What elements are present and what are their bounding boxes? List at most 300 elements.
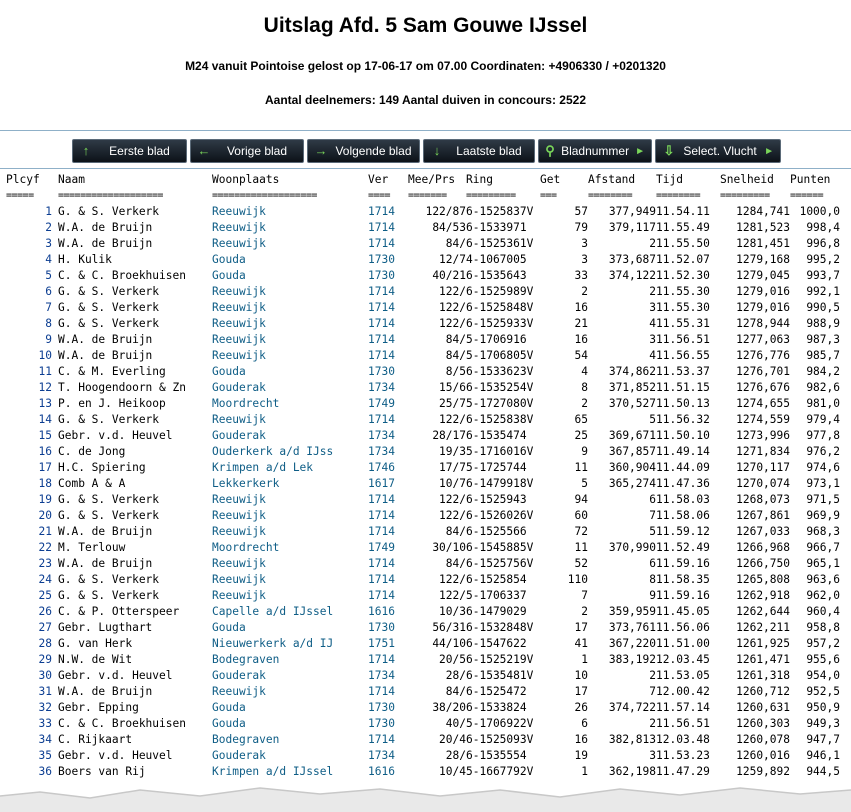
cell-place[interactable]: 23: [38, 557, 52, 570]
cell-name: G. & S. Verkerk: [58, 573, 160, 586]
cell-time: 11.45.05: [656, 605, 710, 618]
cell-points: 957,2: [806, 637, 840, 650]
cell-entries: 30/10: [432, 541, 466, 554]
cell-city[interactable]: Reeuwijk: [212, 413, 266, 426]
header-row: [6, 172, 840, 188]
cell-time: 11.54.11: [656, 205, 710, 218]
cell-ring: 6-1479029: [466, 605, 527, 618]
cell-distance: 367,857: [608, 445, 656, 458]
cell-club[interactable]: 1617: [368, 477, 395, 490]
cell-place[interactable]: 7: [45, 301, 52, 314]
cell-points: 965,1: [806, 557, 840, 570]
cell-time: 11.52.49: [656, 541, 710, 554]
cell-distance: 2: [649, 717, 656, 730]
cell-name: Gebr. v.d. Heuvel: [58, 669, 173, 682]
cell-club[interactable]: 1734: [368, 381, 395, 394]
cell-city[interactable]: Reeuwijk: [212, 237, 266, 250]
cell-speed: 1260,712: [736, 685, 790, 698]
cell-name: C. Rijkaart: [58, 733, 133, 746]
cell-ring: 5-1706805V: [466, 349, 534, 362]
cell-city[interactable]: Reeuwijk: [212, 589, 266, 602]
table-row: [6, 220, 840, 236]
left-arrow-icon: ←: [197, 143, 211, 158]
cell-entries: 8/5: [445, 365, 466, 378]
cell-points: 960,4: [806, 605, 840, 618]
underline: ========: [588, 190, 633, 201]
table-row: [6, 620, 840, 636]
cell-speed: 1262,644: [736, 605, 790, 618]
cell-ring: 5-1716016V: [466, 445, 534, 458]
underline: =======: [408, 190, 447, 201]
cell-get: 6: [581, 717, 588, 730]
cell-city[interactable]: Reeuwijk: [212, 509, 266, 522]
cell-place[interactable]: 32: [38, 701, 52, 714]
cell-city[interactable]: Reeuwijk: [212, 349, 266, 362]
cell-city[interactable]: Gouderak: [212, 669, 266, 682]
cell-place[interactable]: 15: [38, 429, 52, 442]
magnifier-icon: ⚲: [545, 143, 555, 158]
table-row: [6, 252, 840, 268]
cell-entries: 122/87: [425, 205, 466, 218]
cell-distance: 6: [649, 493, 656, 506]
cell-speed: 1276,701: [736, 365, 790, 378]
cell-city[interactable]: Gouda: [212, 365, 246, 378]
cell-club[interactable]: 1714: [368, 205, 395, 218]
cell-entries: 44/10: [432, 637, 466, 650]
cell-ring: 4-1067005: [466, 253, 527, 266]
cell-city[interactable]: Reeuwijk: [212, 573, 266, 586]
cell-time: 11.56.06: [656, 621, 710, 634]
cell-club[interactable]: 1714: [368, 285, 395, 298]
cell-distance: 2: [649, 669, 656, 682]
cell-points: 993,7: [806, 269, 840, 282]
cell-club[interactable]: 1616: [368, 605, 395, 618]
cell-place[interactable]: 30: [38, 669, 52, 682]
cell-club[interactable]: 1714: [368, 573, 395, 586]
cell-ring: 5-1706337: [466, 589, 527, 602]
cell-name: Comb A & A: [58, 477, 126, 490]
cell-time: 11.49.14: [656, 445, 710, 458]
cell-get: 5: [581, 477, 588, 490]
cell-place[interactable]: 18: [38, 477, 52, 490]
cell-club[interactable]: 1714: [368, 301, 395, 314]
cell-distance: 362,198: [608, 765, 656, 778]
cell-city[interactable]: Reeuwijk: [212, 525, 266, 538]
cell-name: G. & S. Verkerk: [58, 205, 160, 218]
cell-place[interactable]: 31: [38, 685, 52, 698]
cell-points: 969,9: [806, 509, 840, 522]
right-arrow-icon: →: [314, 143, 328, 158]
cell-club[interactable]: 1714: [368, 221, 395, 234]
cell-place[interactable]: 2: [45, 221, 52, 234]
cell-entries: 84/: [445, 557, 466, 570]
cell-city[interactable]: Moordrecht: [212, 541, 280, 554]
col-header-entries: Mee/Prs: [408, 173, 456, 186]
cell-city[interactable]: Gouda: [212, 621, 246, 634]
cell-place[interactable]: 5: [45, 269, 52, 282]
cell-city[interactable]: Reeuwijk: [212, 685, 266, 698]
cell-club[interactable]: 1730: [368, 365, 395, 378]
cell-city[interactable]: Krimpen a/d Lek: [212, 461, 314, 474]
cell-place[interactable]: 3: [45, 237, 52, 250]
cell-city[interactable]: Lekkerkerk: [212, 477, 280, 490]
col-header-time: Tijd: [656, 173, 683, 186]
cell-points: 982,6: [806, 381, 840, 394]
divider-top: [0, 130, 851, 131]
cell-city[interactable]: Gouda: [212, 269, 246, 282]
previous-page-label: Vorige blad: [226, 144, 288, 158]
cell-place[interactable]: 9: [45, 333, 52, 346]
table-row: [6, 508, 840, 524]
cell-place[interactable]: 33: [38, 717, 52, 730]
cell-name: G. & S. Verkerk: [58, 509, 160, 522]
cell-distance: 374,122: [608, 269, 656, 282]
cell-club[interactable]: 1714: [368, 525, 395, 538]
cell-city[interactable]: Reeuwijk: [212, 221, 266, 234]
cell-time: 11.44.09: [656, 461, 710, 474]
cell-name: Gebr. Lugthart: [58, 621, 153, 634]
cell-club[interactable]: 1734: [368, 445, 395, 458]
cell-city[interactable]: Gouderak: [212, 429, 266, 442]
cell-club[interactable]: 1714: [368, 237, 395, 250]
cell-place[interactable]: 8: [45, 317, 52, 330]
cell-entries: 122/: [439, 285, 466, 298]
cell-get: 41: [574, 637, 588, 650]
cell-name: W.A. de Bruijn: [58, 237, 153, 250]
cell-distance: 360,904: [608, 461, 656, 474]
cell-city[interactable]: Reeuwijk: [212, 205, 266, 218]
cell-club[interactable]: 1714: [368, 589, 395, 602]
cell-points: 985,7: [806, 349, 840, 362]
cell-ring: 6-1525361V: [466, 237, 534, 250]
cell-club[interactable]: 1749: [368, 541, 395, 554]
cell-time: 11.53.37: [656, 365, 710, 378]
cell-place[interactable]: 27: [38, 621, 52, 634]
cell-entries: 84/53: [432, 221, 466, 234]
cell-time: 11.53.05: [656, 669, 710, 682]
cell-city[interactable]: Bodegraven: [212, 653, 280, 666]
cell-time: 11.50.10: [656, 429, 710, 442]
cell-time: 11.56.55: [656, 349, 710, 362]
cell-ring: 6-1525838V: [466, 413, 534, 426]
cell-entries: 19/3: [439, 445, 466, 458]
cell-points: 968,3: [806, 525, 840, 538]
cell-ring: 5-1667792V: [466, 765, 534, 778]
cell-place[interactable]: 12: [38, 381, 52, 394]
cell-club[interactable]: 1730: [368, 717, 395, 730]
table-row: [6, 332, 840, 348]
cell-place[interactable]: 28: [38, 637, 52, 650]
cell-name: H. Kulik: [58, 253, 112, 266]
cell-name: W.A. de Bruijn: [58, 221, 153, 234]
cell-time: 11.56.51: [656, 717, 710, 730]
cell-club[interactable]: 1746: [368, 461, 395, 474]
cell-get: 2: [581, 397, 588, 410]
cell-place[interactable]: 22: [38, 541, 52, 554]
cell-city[interactable]: Reeuwijk: [212, 557, 266, 570]
cell-city[interactable]: Ouderkerk a/d IJss: [212, 445, 334, 458]
cell-get: 26: [574, 701, 588, 714]
cell-time: 11.58.06: [656, 509, 710, 522]
cell-place[interactable]: 16: [38, 445, 52, 458]
cell-ring: 6-1545885V: [466, 541, 534, 554]
cell-city[interactable]: Moordrecht: [212, 397, 280, 410]
cell-speed: 1267,033: [736, 525, 790, 538]
next-page-label: Volgende blad: [335, 144, 412, 158]
cell-time: 11.55.31: [656, 317, 710, 330]
underline: ===================: [212, 190, 317, 201]
cell-ring: 6-1532848V: [466, 621, 534, 634]
cell-get: 2: [581, 285, 588, 298]
cell-place[interactable]: 35: [38, 749, 52, 762]
cell-name: M. Terlouw: [58, 541, 126, 554]
cell-city[interactable]: Reeuwijk: [212, 317, 266, 330]
first-page-button[interactable]: [72, 139, 187, 163]
cell-city[interactable]: Reeuwijk: [212, 285, 266, 298]
page-number-button[interactable]: [538, 139, 652, 163]
cell-place[interactable]: 29: [38, 653, 52, 666]
cell-get: 1: [581, 765, 588, 778]
cell-distance: 373,761: [608, 621, 656, 634]
table-row: [6, 460, 840, 476]
cell-club[interactable]: 1734: [368, 749, 395, 762]
table-row: [6, 364, 840, 380]
underline: ===================: [58, 190, 163, 201]
cell-place[interactable]: 20: [38, 509, 52, 522]
cell-get: 16: [574, 733, 588, 746]
cell-points: 966,7: [806, 541, 840, 554]
cell-get: 33: [574, 269, 588, 282]
cell-place[interactable]: 34: [38, 733, 52, 746]
cell-distance: 383,192: [608, 653, 656, 666]
cell-place[interactable]: 13: [38, 397, 52, 410]
next-page-button[interactable]: [307, 139, 420, 163]
cell-points: 988,9: [806, 317, 840, 330]
cell-speed: 1261,471: [736, 653, 790, 666]
cell-ring: 6-1525854: [466, 573, 527, 586]
cell-get: 21: [574, 317, 588, 330]
col-header-speed: Snelheid: [720, 173, 774, 186]
cell-ring: 6-1533824: [466, 701, 527, 714]
cell-get: 16: [574, 301, 588, 314]
cell-place[interactable]: 25: [38, 589, 52, 602]
cell-time: 11.52.07: [656, 253, 710, 266]
cell-entries: 122/: [439, 573, 466, 586]
cell-club[interactable]: 1714: [368, 653, 395, 666]
table-row: [6, 588, 840, 604]
cell-ring: 6-1525837V: [466, 205, 534, 218]
cell-club[interactable]: 1714: [368, 317, 395, 330]
cell-get: 11: [574, 461, 588, 474]
cell-points: 992,1: [806, 285, 840, 298]
cell-entries: 122/: [439, 589, 466, 602]
cell-distance: 359,959: [608, 605, 656, 618]
cell-club[interactable]: 1714: [368, 349, 395, 362]
cell-club[interactable]: 1714: [368, 685, 395, 698]
cell-speed: 1266,750: [736, 557, 790, 570]
cell-ring: 5-1727080V: [466, 397, 534, 410]
cell-points: 971,5: [806, 493, 840, 506]
cell-name: Gebr. Epping: [58, 701, 139, 714]
last-page-button[interactable]: [423, 139, 535, 163]
cell-distance: 5: [649, 525, 656, 538]
cell-get: 79: [574, 221, 588, 234]
cell-speed: 1259,892: [736, 765, 790, 778]
cell-get: 17: [574, 621, 588, 634]
table-row: [6, 300, 840, 316]
cell-ring: 6-1525093V: [466, 733, 534, 746]
cell-get: 94: [574, 493, 588, 506]
cell-points: 977,8: [806, 429, 840, 442]
cell-distance: 374,722: [608, 701, 656, 714]
cell-distance: 4: [649, 349, 656, 362]
cell-club[interactable]: 1749: [368, 397, 395, 410]
cell-get: 110: [567, 573, 588, 586]
underline: =========: [466, 190, 516, 201]
cell-name: C. & P. Otterspeer: [58, 605, 180, 618]
cell-time: 11.55.30: [656, 285, 710, 298]
cell-club[interactable]: 1734: [368, 669, 395, 682]
cell-club[interactable]: 1714: [368, 493, 395, 506]
cell-get: 1: [581, 653, 588, 666]
cell-place[interactable]: 6: [45, 285, 52, 298]
cell-city[interactable]: Gouderak: [212, 381, 266, 394]
cell-place[interactable]: 26: [38, 605, 52, 618]
cell-place[interactable]: 14: [38, 413, 52, 426]
cell-distance: 379,117: [608, 221, 656, 234]
cell-club[interactable]: 1714: [368, 509, 395, 522]
cell-entries: 40/21: [432, 269, 466, 282]
cell-entries: 84/: [445, 685, 466, 698]
cell-ring: 5-1725744: [466, 461, 527, 474]
table-row: [6, 284, 840, 300]
cell-city[interactable]: Reeuwijk: [212, 333, 266, 346]
cell-points: 947,7: [806, 733, 840, 746]
cell-speed: 1281,523: [736, 221, 790, 234]
select-flight-button[interactable]: [655, 139, 781, 163]
cell-distance: 369,671: [608, 429, 656, 442]
cell-place[interactable]: 21: [38, 525, 52, 538]
cell-city[interactable]: Nieuwerkerk a/d IJ: [212, 637, 334, 650]
cell-get: 72: [574, 525, 588, 538]
cell-get: 2: [581, 605, 588, 618]
cell-points: 958,8: [806, 621, 840, 634]
cell-get: 3: [581, 253, 588, 266]
cell-entries: 84/: [445, 349, 466, 362]
table-row: [6, 476, 840, 492]
cell-speed: 1276,676: [736, 381, 790, 394]
participant-counts: Aantal deelnemers: 149 Aantal duiven in concours: 2522: [265, 93, 586, 107]
cell-club[interactable]: 1751: [368, 637, 395, 650]
cell-distance: 7: [649, 685, 656, 698]
cell-place[interactable]: 24: [38, 573, 52, 586]
cell-name: G. & S. Verkerk: [58, 285, 160, 298]
cell-place[interactable]: 19: [38, 493, 52, 506]
cell-distance: 365,274: [608, 477, 656, 490]
table-row: [6, 316, 840, 332]
cell-club[interactable]: 1714: [368, 557, 395, 570]
cell-city[interactable]: Gouda: [212, 717, 246, 730]
cell-speed: 1271,834: [736, 445, 790, 458]
cell-name: C. & M. Everling: [58, 365, 166, 378]
cell-place[interactable]: 1: [45, 205, 52, 218]
cell-speed: 1277,063: [736, 333, 790, 346]
cell-time: 11.51.15: [656, 381, 710, 394]
cell-points: 974,6: [806, 461, 840, 474]
underline: =========: [720, 190, 770, 201]
cell-time: 11.57.14: [656, 701, 710, 714]
cell-city[interactable]: Reeuwijk: [212, 493, 266, 506]
table-row: [6, 396, 840, 412]
cell-time: 11.47.29: [656, 765, 710, 778]
cell-name: W.A. de Bruijn: [58, 525, 153, 538]
cell-city[interactable]: Gouderak: [212, 749, 266, 762]
table-row: [6, 412, 840, 428]
cell-club[interactable]: 1730: [368, 621, 395, 634]
cell-club[interactable]: 1730: [368, 701, 395, 714]
table-row: [6, 348, 840, 364]
cell-city[interactable]: Bodegraven: [212, 733, 280, 746]
header-underline-row: [6, 188, 840, 204]
last-page-label: Laatste blad: [456, 144, 522, 158]
cell-entries: 20/4: [439, 733, 466, 746]
cell-time: 11.56.51: [656, 333, 710, 346]
cell-get: 52: [574, 557, 588, 570]
cell-city[interactable]: Krimpen a/d IJssel: [212, 765, 334, 778]
cell-place[interactable]: 36: [38, 765, 52, 778]
cell-get: 54: [574, 349, 588, 362]
cell-place[interactable]: 4: [45, 253, 52, 266]
cell-time: 12.03.48: [656, 733, 710, 746]
cell-club[interactable]: 1616: [368, 765, 395, 778]
cell-club[interactable]: 1730: [368, 253, 395, 266]
cell-distance: 373,687: [608, 253, 656, 266]
cell-speed: 1260,631: [736, 701, 790, 714]
cell-club[interactable]: 1730: [368, 269, 395, 282]
cell-speed: 1260,078: [736, 733, 790, 746]
cell-name: W.A. de Bruijn: [58, 557, 153, 570]
cell-points: 996,8: [806, 237, 840, 250]
cell-city[interactable]: Capelle a/d IJssel: [212, 605, 334, 618]
table-row: [6, 492, 840, 508]
cell-club[interactable]: 1714: [368, 413, 395, 426]
cell-time: 11.55.49: [656, 221, 710, 234]
cell-ring: 6-1525219V: [466, 653, 534, 666]
cell-speed: 1262,211: [736, 621, 790, 634]
cell-city[interactable]: Gouda: [212, 701, 246, 714]
cell-club[interactable]: 1714: [368, 333, 395, 346]
cell-ring: 6-1525848V: [466, 301, 534, 314]
cell-city[interactable]: Gouda: [212, 253, 246, 266]
underline: ===: [540, 190, 557, 201]
table-row: [6, 636, 840, 652]
cell-place[interactable]: 11: [38, 365, 52, 378]
cell-ring: 6-1535554: [466, 749, 527, 762]
cell-name: Gebr. v.d. Heuvel: [58, 429, 173, 442]
cell-place[interactable]: 17: [38, 461, 52, 474]
cell-club[interactable]: 1734: [368, 429, 395, 442]
cell-name: G. & S. Verkerk: [58, 301, 160, 314]
cell-points: 944,5: [806, 765, 840, 778]
cell-ring: 6-1525566: [466, 525, 527, 538]
cell-time: 11.59.16: [656, 557, 710, 570]
cell-speed: 1261,925: [736, 637, 790, 650]
cell-city[interactable]: Reeuwijk: [212, 301, 266, 314]
cell-speed: 1276,776: [736, 349, 790, 362]
cell-club[interactable]: 1714: [368, 733, 395, 746]
previous-page-button[interactable]: [190, 139, 304, 163]
cell-place[interactable]: 10: [38, 349, 52, 362]
